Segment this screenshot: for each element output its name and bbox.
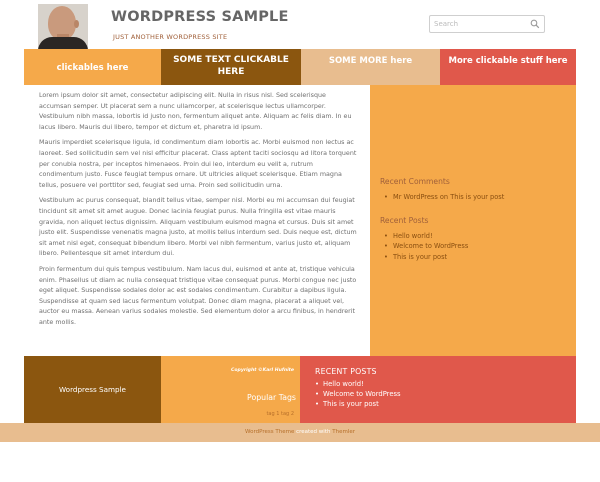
footer-widgets [24,356,576,423]
footer-recent-post-link[interactable]: • Hello world! [315,379,576,389]
site-title[interactable]: WORDPRESS SAMPLE [111,9,289,25]
main-nav [24,49,576,85]
recent-posts-list [380,231,566,263]
tag-cloud[interactable]: tag 1 tag 2 [266,411,294,417]
popular-tags-heading: Popular Tags [247,393,296,402]
nav-item-clickables[interactable]: clickables here [24,49,161,85]
recent-comments-heading: Recent Comments [380,177,450,186]
theme-link[interactable]: WordPress Theme [245,429,295,435]
sidebar [370,85,576,356]
content-paragraph: Proin fermentum dui quis tempus vestibulum. Nam lacus dui, euismod et ante at, tristique vehicula enim. Phasellus ut diam ac nulla consequat tristique vitae consequat purus. Morbi congue nec justo eget aliquet. Suspendisse sodales dolor ac est sodales condimentum. Curabitur a dapibus ligula. Suspendisse at quam sed lacus fermentum volutpat. Donec diam magna, placerat a aliquet vel, auctor eu massa. Aenean varius sodales molestie. Sed elementum dolor a arcu finibus, in hendrerit ante mollis. [39,265,357,326]
bottom-bar-text: created with [294,429,333,435]
search-icon[interactable] [530,19,540,29]
footer-recent-post-link[interactable]: • This is your post [315,399,576,409]
bottom-bar [0,423,600,442]
search-input[interactable] [434,18,526,30]
site-description: JUST ANOTHER WORDPRESS SITE [113,33,228,41]
footer-recent-posts-heading: RECENT POSTS [315,367,377,376]
avatar-ear [74,20,79,28]
footer-copyright: Copyright ©Karl Hufnite [231,368,294,373]
footer-recent-posts-list [315,379,576,410]
recent-comments-list [380,192,566,203]
recent-posts-heading: Recent Posts [380,215,429,225]
recent-post-link[interactable]: • Welcome to WordPress [380,241,566,252]
recent-comment-link[interactable]: • Mr WordPress on This is your post [380,192,566,203]
avatar-shirt [38,37,88,49]
recent-post-link[interactable]: • This is your post [380,252,566,263]
site-header [0,0,600,49]
author-avatar[interactable] [38,4,88,49]
footer-recent-posts-block [300,356,576,423]
content-paragraph: Vestibulum ac purus consequat, blandit tellus vitae, semper nisl. Morbi eu mi accumsan dui feugiat tincidunt sit amet sit amet augue. Donec lacinia feugiat purus. Nulla fringilla est vitae mauris gravida, non aliquet lectus dignissim. Aliquam vestibulum euismod magna et cursus. Duis sit amet justo elit. Suspendisse venenatis magna justo, at mollis tellus interdum sed. Duis neque est, dictum sit amet nisl eget, consequat bibendum libero. Morbi vel nibh fermentum, varius justo et, aliquam libero. Pellentesque sit amet interdum dui. [39,197,357,258]
content-paragraph: Lorem ipsum dolor sit amet, consectetur adipiscing elit. Nulla in risus nisl. Sed scelerisque accumsan semper. Ut placerat sem a nunc ullamcorper, at scelerisque lectus ullamcorper. Vestibulum nibh massa, lobortis id justo non, fermentum aliquet ante. Aliquam ac felis diam. In eu lacus libero. Mauris dui libero, tempor et dictum et, pharetra id ipsum. [39,92,352,131]
main-content [24,85,370,356]
nav-item-more-clickable[interactable]: More clickable stuff here [440,49,576,85]
nav-item-some-more[interactable]: SOME MORE here [301,49,440,85]
recent-post-link[interactable]: • Hello world! [380,231,566,242]
footer-tags-block [161,356,300,423]
footer-site-name-block [24,356,161,423]
content-paragraph: Mauris imperdiet scelerisque ligula, id condimentum diam lobortis ac. Morbi euismod non lectus ac laoreet. Sed sollicitudin sem vel nisl efficitur placerat. Class aptent taciti sociosqu ad litora torquent per conubia nostra, per inceptos himenaeos. Proin dui leo, interdum eu velit a, rutrum condimentum justo. Fusce feugiat tempus ornare. Ut ultricies aliquet scelerisque. Etiam magna tellus, posuere vel porttitor sed, feugiat sed urna. Proin sed sollicitudin urna. [39,139,357,189]
footer-site-name: Wordpress Sample [59,385,126,394]
footer-recent-post-link[interactable]: • Welcome to WordPress [315,389,576,399]
nav-item-some-text[interactable]: SOME TEXT CLICKABLE HERE [161,49,301,85]
themler-link[interactable]: Themler [332,429,355,435]
search-box [429,15,545,33]
